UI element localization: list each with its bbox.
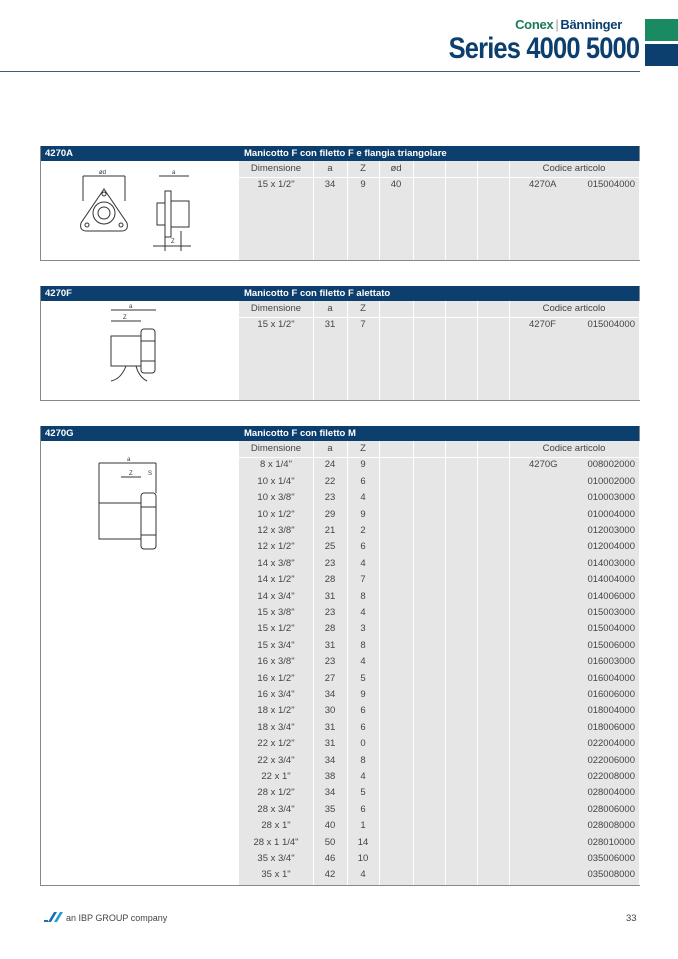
cell-z: 3	[360, 623, 366, 635]
cell-a: 31	[324, 319, 336, 331]
cell-a: 28	[324, 623, 336, 635]
cell-ref: 4270A	[529, 179, 557, 191]
cell-dimensione: 28 x 3/4"	[257, 803, 295, 815]
drawing-label-s: S	[148, 471, 153, 477]
cell-z: 2	[360, 525, 366, 536]
cell-a: 50	[324, 836, 336, 848]
cell-z: 6	[360, 721, 366, 733]
cell-z: 6	[360, 475, 366, 487]
cell-dimensione: 10 x 1/4"	[257, 475, 295, 487]
cell-dimensione: 10 x 3/8"	[257, 492, 295, 504]
cell-z: 14	[357, 836, 369, 848]
cell-dimensione: 22 x 1/2"	[257, 738, 295, 750]
col-header-dimensione: Dimensione	[250, 443, 302, 454]
product-code: 4270A	[45, 148, 73, 159]
cell-a: 34	[324, 179, 336, 191]
cell-a: 42	[324, 869, 336, 881]
cell-dimensione: 16 x 3/8"	[257, 656, 295, 668]
technical-drawing	[41, 301, 239, 400]
technical-drawing	[41, 161, 239, 260]
cell-z: 4	[360, 557, 366, 569]
table-row	[239, 769, 639, 785]
footer-company: an IBP GROUP company	[66, 913, 168, 923]
table-row	[239, 457, 639, 473]
cell-ref: 4270G	[529, 459, 558, 471]
product-code: 4270G	[45, 428, 74, 439]
cell-z: 9	[360, 508, 366, 520]
col-header-a: a	[327, 443, 333, 454]
cell-z: 9	[360, 179, 366, 191]
drawing-label-z: Z	[171, 239, 175, 245]
cell-dimensione: 28 x 1"	[261, 820, 291, 832]
cell-dimensione: 15 x 3/4"	[257, 639, 295, 651]
green-brand-square	[645, 19, 678, 41]
col-header-codice: Codice articolo	[542, 303, 606, 314]
product-title: Manicotto F con filetto M	[244, 428, 356, 439]
col-header-d: ød	[390, 163, 402, 174]
table-row	[239, 490, 639, 506]
cell-a: 31	[324, 721, 336, 733]
table-row	[239, 720, 639, 736]
cell-z: 8	[360, 590, 366, 602]
cell-a: 31	[324, 738, 336, 750]
cell-dimensione: 10 x 1/2"	[257, 508, 295, 520]
cell-z: 8	[360, 754, 366, 766]
cell-a: 23	[324, 557, 336, 569]
cell-codice: 010004000	[587, 508, 635, 520]
cell-a: 23	[324, 656, 336, 668]
cell-z: 6	[360, 705, 366, 717]
column-divider	[639, 441, 640, 885]
cell-codice: 028004000	[587, 787, 635, 799]
cell-codice: 022008000	[587, 771, 635, 782]
brand-logo: Conex | Bänninger	[515, 17, 622, 32]
cell-dimensione: 14 x 1/2"	[257, 574, 295, 586]
cell-dimensione: 28 x 1/2"	[257, 787, 295, 799]
col-header-z: Z	[360, 303, 366, 314]
cell-z: 8	[360, 639, 366, 651]
cell-dimensione: 15 x 3/8"	[257, 607, 295, 618]
cell-z: 1	[360, 820, 366, 832]
product-section-4270F	[40, 286, 640, 401]
table-row	[239, 671, 639, 687]
cell-a: 28	[324, 574, 336, 586]
drawing-label-a: a	[127, 457, 131, 463]
cell-dimensione: 14 x 3/4"	[257, 590, 295, 602]
table-header-row	[239, 441, 639, 458]
cell-z: 4	[360, 656, 366, 668]
cell-codice: 014003000	[587, 557, 635, 569]
ibp-logo-icon	[44, 912, 64, 922]
table-row	[239, 835, 639, 851]
finned-fitting-drawing	[41, 301, 239, 400]
cell-dimensione: 22 x 1"	[261, 771, 291, 782]
table-row	[239, 703, 639, 719]
cell-codice: 018004000	[587, 705, 635, 717]
series-title: Series 4000 5000	[448, 32, 639, 65]
table-row	[239, 539, 639, 555]
cell-z: 9	[360, 459, 366, 471]
cell-z: 7	[360, 319, 366, 331]
cell-a: 40	[324, 820, 336, 832]
drawing-label-a: a	[172, 170, 176, 176]
cell-codice: 022006000	[587, 754, 635, 766]
flange-fitting-drawing	[41, 161, 239, 260]
cell-a: 30	[324, 705, 336, 717]
cell-a: 35	[324, 803, 336, 815]
cell-codice: 015006000	[587, 639, 635, 651]
cell-a: 23	[324, 607, 336, 618]
cell-dimensione: 35 x 1"	[261, 869, 291, 881]
cell-z: 4	[360, 607, 366, 618]
col-header-a: a	[327, 163, 333, 174]
cell-a: 34	[324, 787, 336, 799]
product-title: Manicotto F con filetto F e flangia triangolare	[244, 148, 447, 159]
cell-z: 5	[360, 787, 366, 799]
cell-a: 34	[324, 689, 336, 700]
table-row	[239, 654, 639, 670]
cell-codice: 028006000	[587, 803, 635, 815]
brand-conex: Conex	[515, 17, 554, 32]
cell-z: 4	[360, 869, 366, 881]
cell-dimensione: 12 x 1/2"	[257, 541, 295, 553]
product-title: Manicotto F con filetto F alettato	[244, 288, 391, 299]
cell-a: 34	[324, 754, 336, 766]
cell-codice: 012004000	[587, 541, 635, 553]
cell-dimensione: 35 x 3/4"	[257, 853, 295, 864]
cell-ref: 4270F	[529, 319, 556, 331]
cell-d: 40	[390, 179, 402, 191]
col-header-z: Z	[360, 163, 366, 174]
product-section-4270G	[40, 426, 640, 886]
col-header-codice: Codice articolo	[542, 163, 606, 174]
cell-z: 6	[360, 541, 366, 553]
cell-z: 5	[360, 672, 366, 684]
cell-dimensione: 12 x 3/8"	[257, 525, 295, 536]
table-row	[239, 556, 639, 572]
cell-codice: 015004000	[587, 179, 635, 191]
cell-a: 27	[324, 672, 336, 684]
section-header	[41, 426, 639, 441]
table-row	[239, 507, 639, 523]
cell-z: 0	[360, 738, 366, 750]
technical-drawing	[41, 441, 239, 885]
table-header-row	[239, 301, 639, 318]
drawing-label-a: a	[129, 304, 133, 310]
cell-a: 24	[324, 459, 336, 471]
column-divider	[639, 161, 640, 260]
cell-dimensione: 22 x 3/4"	[257, 754, 295, 766]
product-table	[239, 161, 639, 260]
cell-codice: 008002000	[587, 459, 635, 471]
cell-codice: 014006000	[587, 590, 635, 602]
cell-z: 10	[357, 853, 369, 864]
table-row	[239, 621, 639, 637]
section-header	[41, 286, 639, 301]
cell-dimensione: 15 x 1/2"	[257, 179, 295, 191]
cell-z: 9	[360, 689, 366, 700]
table-row	[239, 802, 639, 818]
product-table	[239, 441, 639, 885]
cell-a: 38	[324, 771, 336, 782]
drawing-label-z: Z	[123, 315, 127, 321]
cell-codice: 016006000	[587, 689, 635, 700]
blue-brand-square	[645, 44, 678, 66]
col-header-a: a	[327, 303, 333, 314]
cell-dimensione: 15 x 1/2"	[257, 623, 295, 635]
table-row	[239, 638, 639, 654]
table-row	[239, 851, 639, 867]
cell-a: 25	[324, 541, 336, 553]
cell-a: 29	[324, 508, 336, 520]
cell-codice: 022004000	[587, 738, 635, 750]
table-row	[239, 523, 639, 539]
col-header-codice: Codice articolo	[542, 443, 606, 454]
cell-z: 4	[360, 492, 366, 504]
brand-banninger: Bänninger	[560, 17, 622, 32]
product-code: 4270F	[45, 288, 72, 299]
cell-a: 31	[324, 639, 336, 651]
male-thread-fitting-drawing	[41, 441, 239, 591]
cell-a: 22	[324, 475, 336, 487]
drawing-label-d: ød	[99, 170, 107, 176]
table-header-row	[239, 161, 639, 178]
cell-dimensione: 18 x 1/2"	[257, 705, 295, 717]
cell-codice: 014004000	[587, 574, 635, 586]
table-row	[239, 589, 639, 605]
column-divider	[639, 301, 640, 400]
cell-codice: 018006000	[587, 721, 635, 733]
table-row	[239, 867, 639, 883]
table-row	[239, 317, 639, 333]
col-header-z: Z	[360, 443, 366, 454]
table-row	[239, 785, 639, 801]
table-row	[239, 474, 639, 490]
drawing-label-z: Z	[129, 471, 133, 477]
cell-z: 6	[360, 803, 366, 815]
table-row	[239, 753, 639, 769]
header-divider	[0, 71, 640, 72]
section-header	[41, 146, 639, 161]
product-table	[239, 301, 639, 400]
cell-codice: 010003000	[587, 492, 635, 504]
cell-z: 4	[360, 771, 366, 782]
cell-codice: 035008000	[587, 869, 635, 881]
cell-codice: 028008000	[587, 820, 635, 832]
table-row	[239, 818, 639, 834]
product-section-4270A	[40, 146, 640, 261]
cell-dimensione: 16 x 1/2"	[257, 672, 295, 684]
cell-codice: 015004000	[587, 319, 635, 331]
table-row	[239, 177, 639, 193]
cell-a: 31	[324, 590, 336, 602]
table-row	[239, 572, 639, 588]
cell-dimensione: 15 x 1/2"	[257, 319, 295, 331]
cell-codice: 012003000	[587, 525, 635, 536]
cell-codice: 010002000	[587, 475, 635, 487]
cell-codice: 015004000	[587, 623, 635, 635]
cell-codice: 016004000	[587, 672, 635, 684]
cell-codice: 016003000	[587, 656, 635, 668]
table-row	[239, 736, 639, 752]
cell-a: 46	[324, 853, 336, 864]
cell-dimensione: 18 x 3/4"	[257, 721, 295, 733]
cell-dimensione: 28 x 1 1/4"	[253, 836, 299, 848]
cell-a: 21	[324, 525, 336, 536]
cell-dimensione: 8 x 1/4"	[260, 459, 292, 471]
col-header-dimensione: Dimensione	[250, 303, 302, 314]
cell-dimensione: 14 x 3/8"	[257, 557, 295, 569]
cell-z: 7	[360, 574, 366, 586]
cell-codice: 028010000	[587, 836, 635, 848]
cell-a: 23	[324, 492, 336, 504]
table-row	[239, 605, 639, 621]
page-number: 33	[626, 913, 637, 924]
cell-codice: 015003000	[587, 607, 635, 618]
table-row	[239, 687, 639, 703]
cell-dimensione: 16 x 3/4"	[257, 689, 295, 700]
col-header-dimensione: Dimensione	[250, 163, 302, 174]
cell-codice: 035006000	[587, 853, 635, 864]
